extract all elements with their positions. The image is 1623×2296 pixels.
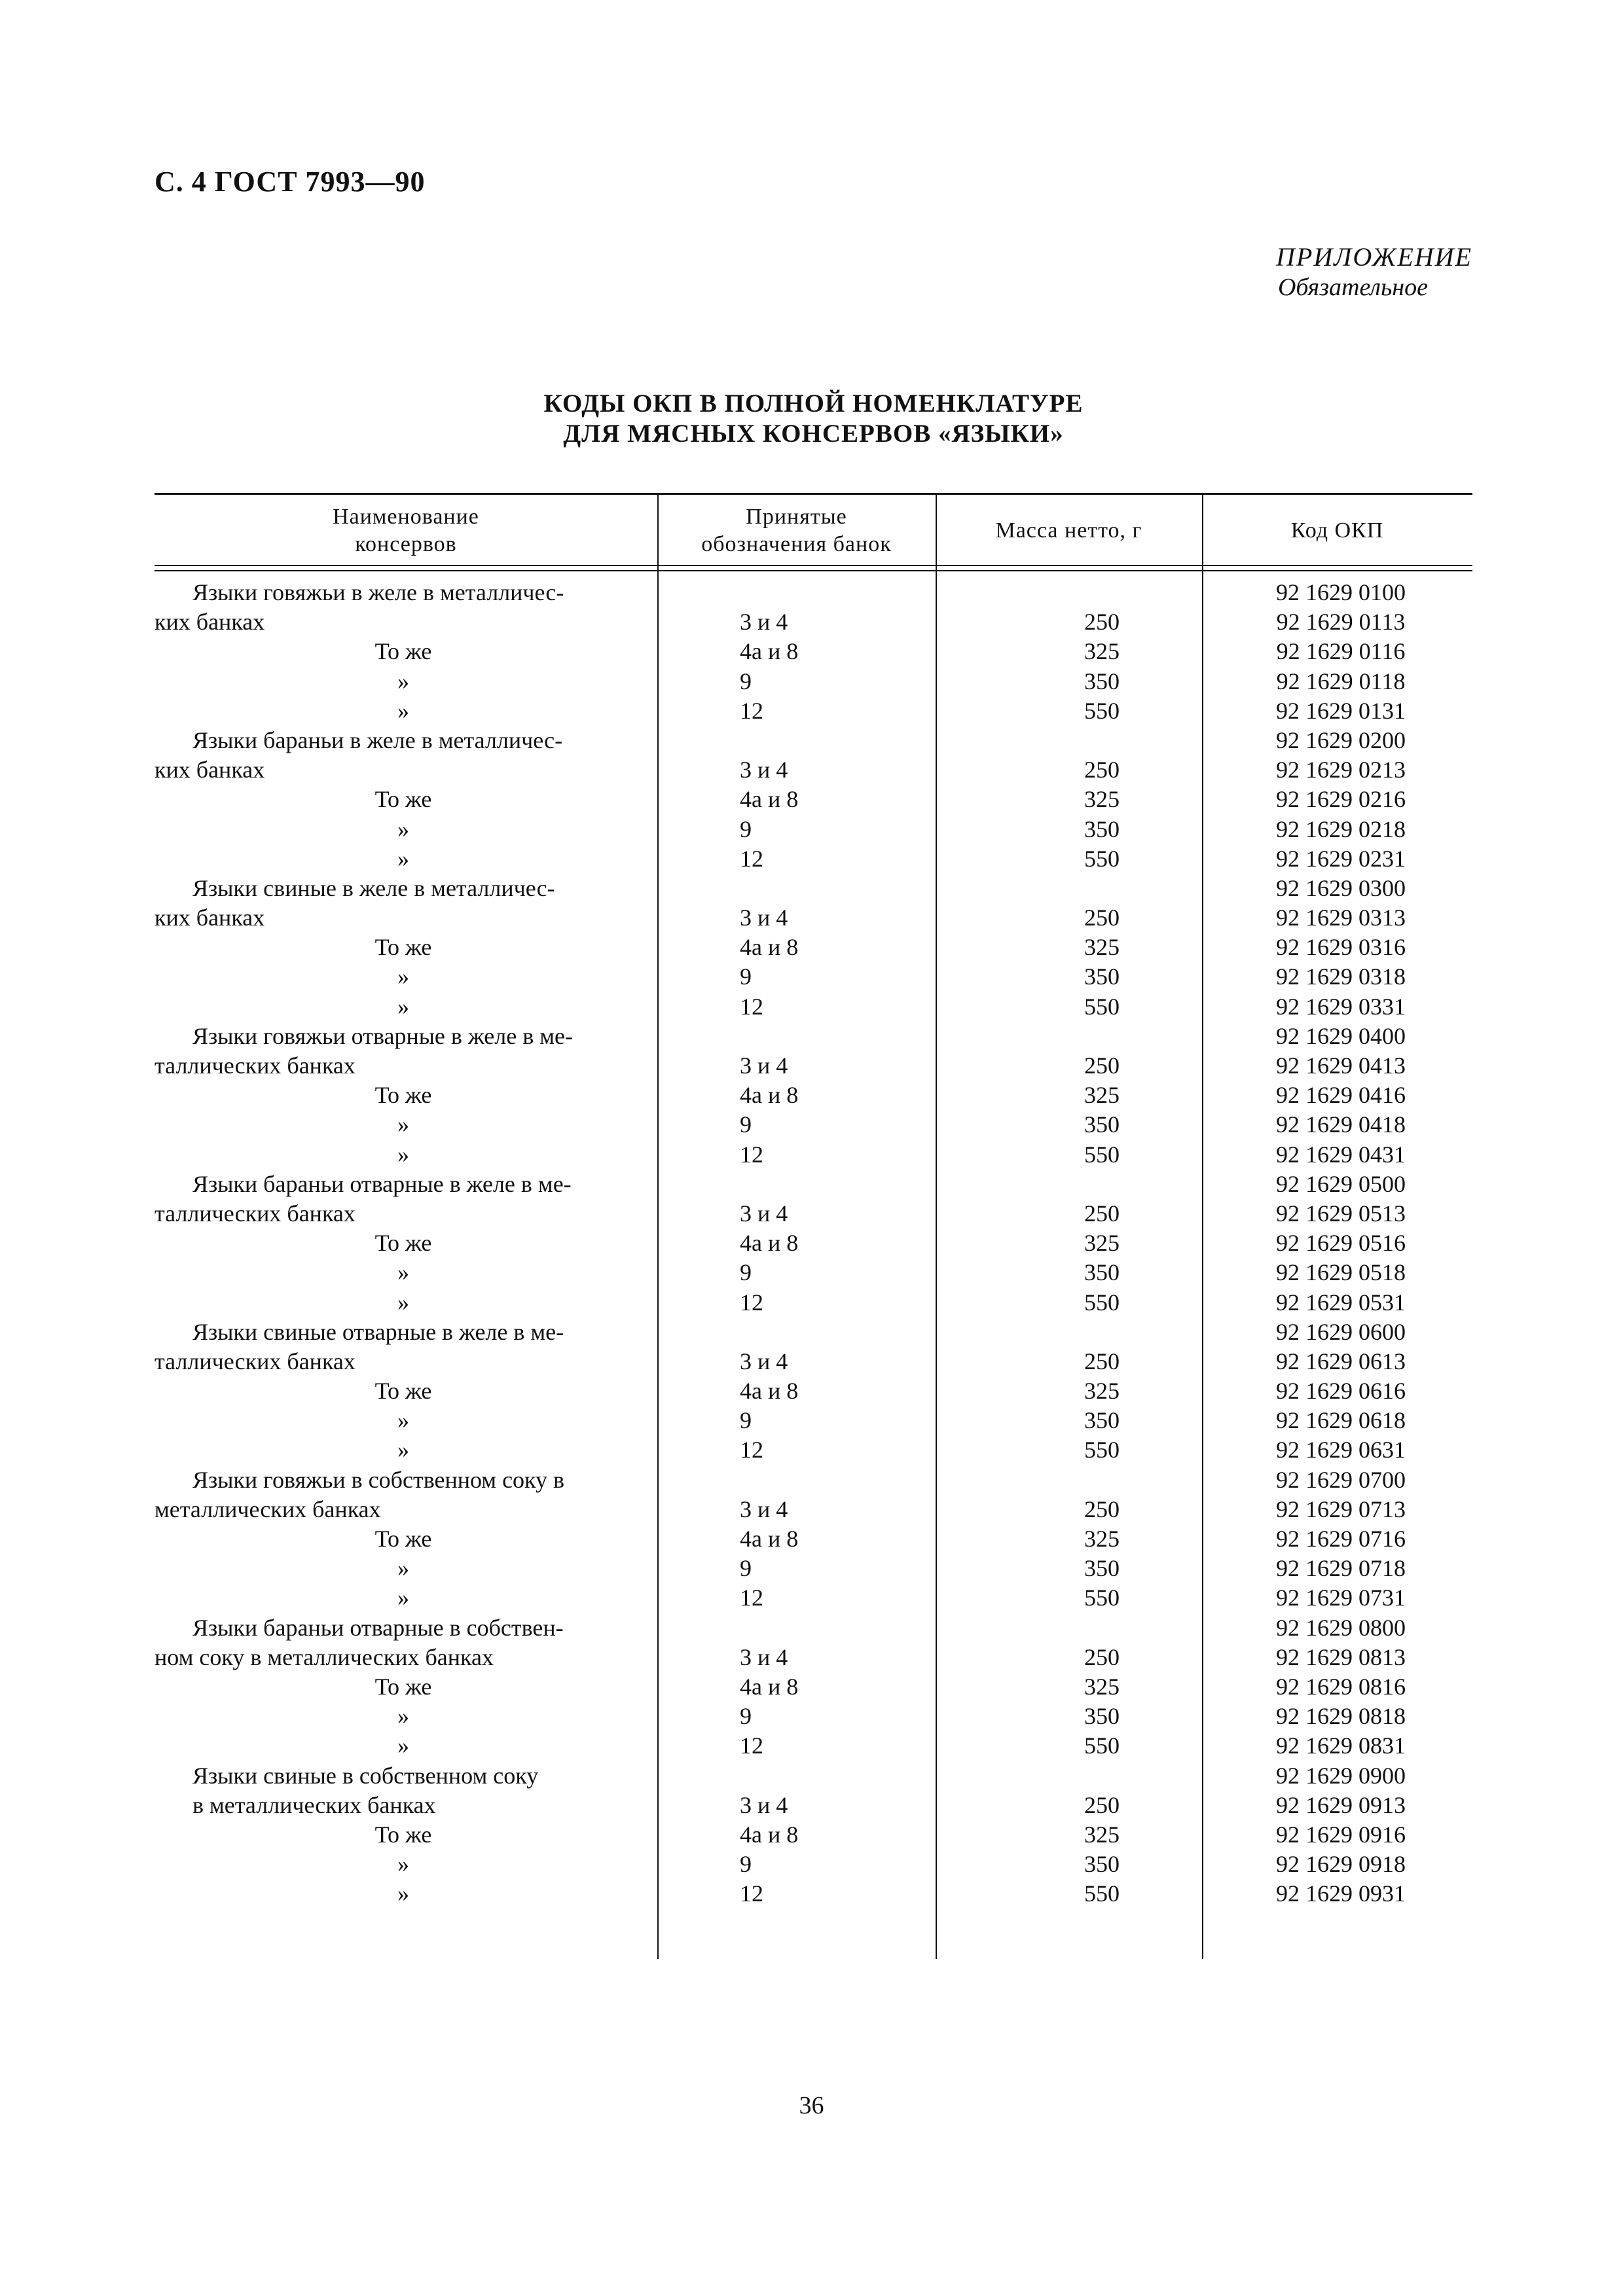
okp-code-cell: 92 1629 0313 bbox=[1276, 905, 1406, 931]
okp-code-cell: 92 1629 0200 bbox=[1276, 726, 1406, 753]
okp-code-cell: 92 1629 0813 bbox=[1276, 1643, 1406, 1670]
header-rule-double bbox=[155, 570, 1472, 571]
product-name-cell: Языки говяжьи отварные в желе в ме- bbox=[192, 1022, 573, 1049]
page-header: С. 4 ГОСТ 7993—90 bbox=[155, 166, 426, 198]
okp-code-cell: 92 1629 0331 bbox=[1276, 993, 1406, 1020]
jar-designation-cell: 3 и 4 bbox=[740, 1791, 788, 1818]
jar-designation-cell: 4а и 8 bbox=[740, 786, 799, 813]
jar-designation-cell: 12 bbox=[740, 1880, 763, 1907]
net-mass-cell: 250 bbox=[1084, 1348, 1120, 1374]
net-mass-cell: 325 bbox=[1084, 786, 1120, 813]
net-mass-cell: 550 bbox=[1084, 1289, 1120, 1316]
header-rule bbox=[155, 565, 1472, 566]
okp-code-cell: 92 1629 0416 bbox=[1276, 1082, 1406, 1109]
product-name-cell: То же bbox=[374, 934, 432, 961]
net-mass-cell: 325 bbox=[1084, 1526, 1120, 1552]
okp-code-cell: 92 1629 0300 bbox=[1276, 874, 1406, 901]
product-name-cell: » bbox=[397, 1111, 409, 1138]
table-row bbox=[155, 1495, 1472, 1524]
product-name-cell: То же bbox=[374, 1230, 432, 1257]
table-row bbox=[155, 1524, 1472, 1554]
net-mass-cell: 550 bbox=[1084, 1437, 1120, 1463]
net-mass-cell: 325 bbox=[1084, 638, 1120, 665]
net-mass-cell: 350 bbox=[1084, 963, 1120, 990]
product-name-cell: » bbox=[397, 1437, 409, 1463]
product-name-cell: То же bbox=[374, 1821, 432, 1848]
okp-code-cell: 92 1629 0831 bbox=[1276, 1732, 1406, 1759]
jar-designation-cell: 12 bbox=[740, 1732, 763, 1759]
product-name-cell: То же bbox=[374, 1673, 432, 1700]
table-row bbox=[155, 1170, 1472, 1199]
okp-code-cell: 92 1629 0600 bbox=[1276, 1318, 1406, 1345]
jar-designation-cell: 3 и 4 bbox=[740, 1348, 788, 1374]
jar-designation-cell: 3 и 4 bbox=[740, 1200, 788, 1227]
table-row bbox=[155, 1347, 1472, 1376]
okp-code-cell: 92 1629 0718 bbox=[1276, 1555, 1406, 1582]
table-row bbox=[155, 1613, 1472, 1643]
okp-code-cell: 92 1629 0118 bbox=[1276, 668, 1406, 694]
table-row bbox=[155, 1702, 1472, 1731]
table-row bbox=[155, 607, 1472, 637]
table-row bbox=[155, 667, 1472, 696]
table-top-rule bbox=[155, 493, 1472, 495]
product-name-cell: » bbox=[397, 1289, 409, 1316]
table-row bbox=[155, 1435, 1472, 1465]
net-mass-cell: 550 bbox=[1084, 1141, 1120, 1168]
okp-code-cell: 92 1629 0500 bbox=[1276, 1170, 1406, 1197]
okp-code-cell: 92 1629 0100 bbox=[1276, 579, 1406, 605]
table-row bbox=[155, 1051, 1472, 1081]
okp-code-cell: 92 1629 0900 bbox=[1276, 1762, 1406, 1789]
product-name-cell: » bbox=[397, 963, 409, 990]
page-number: 36 bbox=[799, 2092, 824, 2119]
table-row bbox=[155, 1731, 1472, 1761]
header-name-line-1: Наименование bbox=[333, 505, 479, 529]
jar-designation-cell: 9 bbox=[740, 1555, 752, 1582]
product-name-cell: Языки свиные отварные в желе в ме- bbox=[192, 1318, 564, 1345]
okp-code-cell: 92 1629 0918 bbox=[1276, 1851, 1406, 1878]
table-row bbox=[155, 844, 1472, 874]
product-name-cell: То же bbox=[374, 786, 432, 813]
table-row bbox=[155, 1288, 1472, 1318]
jar-designation-cell: 9 bbox=[740, 1259, 752, 1286]
document-title bbox=[155, 389, 1472, 449]
jar-designation-cell: 12 bbox=[740, 1585, 763, 1611]
table-row bbox=[155, 1258, 1472, 1287]
jar-designation-cell: 3 и 4 bbox=[740, 905, 788, 931]
jar-designation-cell: 3 и 4 bbox=[740, 609, 788, 636]
jar-designation-cell: 9 bbox=[740, 1407, 752, 1434]
document-title-line-1: КОДЫ ОКП В ПОЛНОЙ НОМЕНКЛАТУРЕ bbox=[543, 389, 1084, 418]
okp-code-cell: 92 1629 0418 bbox=[1276, 1111, 1406, 1138]
net-mass-cell: 250 bbox=[1084, 609, 1120, 636]
okp-code-cell: 92 1629 0731 bbox=[1276, 1585, 1406, 1611]
okp-code-cell: 92 1629 0713 bbox=[1276, 1496, 1406, 1522]
product-name-cell: ких банках bbox=[155, 757, 265, 783]
header-jar bbox=[657, 498, 936, 564]
header-name bbox=[155, 498, 657, 564]
table-row bbox=[155, 1318, 1472, 1347]
okp-code-cell: 92 1629 0913 bbox=[1276, 1791, 1406, 1818]
jar-designation-cell: 4а и 8 bbox=[740, 1378, 799, 1405]
table-row bbox=[155, 1879, 1472, 1909]
okp-code-cell: 92 1629 0316 bbox=[1276, 934, 1406, 961]
product-name-cell: » bbox=[397, 697, 409, 724]
product-name-cell: ких банках bbox=[155, 609, 265, 636]
jar-designation-cell: 4а и 8 bbox=[740, 1082, 799, 1109]
okp-code-cell: 92 1629 0916 bbox=[1276, 1821, 1406, 1848]
net-mass-cell: 350 bbox=[1084, 1703, 1120, 1730]
table-row bbox=[155, 1022, 1472, 1051]
net-mass-cell: 325 bbox=[1084, 1082, 1120, 1109]
table-body bbox=[155, 578, 1472, 1909]
product-name-cell: » bbox=[397, 1585, 409, 1611]
net-mass-cell: 550 bbox=[1084, 697, 1120, 724]
table-row bbox=[155, 1791, 1472, 1820]
jar-designation-cell: 4а и 8 bbox=[740, 638, 799, 665]
net-mass-cell: 350 bbox=[1084, 1259, 1120, 1286]
product-name-cell: таллических банках bbox=[155, 1200, 356, 1227]
table-row bbox=[155, 1376, 1472, 1406]
table-row bbox=[155, 1643, 1472, 1672]
table-row bbox=[155, 1406, 1472, 1435]
net-mass-cell: 350 bbox=[1084, 816, 1120, 842]
net-mass-cell: 550 bbox=[1084, 993, 1120, 1020]
product-name-cell: То же bbox=[374, 638, 432, 665]
okp-code-cell: 92 1629 0431 bbox=[1276, 1141, 1406, 1168]
table-row bbox=[155, 1583, 1472, 1613]
jar-designation-cell: 3 и 4 bbox=[740, 1052, 788, 1079]
product-name-cell: таллических банках bbox=[155, 1052, 356, 1079]
jar-designation-cell: 12 bbox=[740, 1141, 763, 1168]
okp-code-cell: 92 1629 0531 bbox=[1276, 1289, 1406, 1316]
table-row bbox=[155, 962, 1472, 992]
jar-designation-cell: 4а и 8 bbox=[740, 1526, 799, 1552]
net-mass-cell: 325 bbox=[1084, 1673, 1120, 1700]
document-title-line-2: ДЛЯ МЯСНЫХ КОНСЕРВОВ «ЯЗЫКИ» bbox=[563, 420, 1064, 448]
header-jar-line-2: обозначения банок bbox=[701, 532, 892, 556]
jar-designation-cell: 4а и 8 bbox=[740, 1821, 799, 1848]
product-name-cell: Языки бараньи отварные в собствен- bbox=[192, 1614, 564, 1641]
jar-designation-cell: 9 bbox=[740, 1111, 752, 1138]
product-name-cell: » bbox=[397, 845, 409, 872]
product-name-cell: таллических банках bbox=[155, 1348, 356, 1374]
table-row bbox=[155, 1761, 1472, 1791]
okp-code-cell: 92 1629 0113 bbox=[1276, 609, 1406, 636]
jar-designation-cell: 9 bbox=[740, 1703, 752, 1730]
net-mass-cell: 350 bbox=[1084, 1851, 1120, 1878]
product-name-cell: Языки говяжьи в собственном соку в bbox=[192, 1466, 565, 1493]
table-row bbox=[155, 1465, 1472, 1495]
table-row bbox=[155, 992, 1472, 1022]
net-mass-cell: 325 bbox=[1084, 1821, 1120, 1848]
okp-code-cell: 92 1629 0231 bbox=[1276, 845, 1406, 872]
product-name-cell: » bbox=[397, 1259, 409, 1286]
okp-code-cell: 92 1629 0613 bbox=[1276, 1348, 1406, 1374]
net-mass-cell: 250 bbox=[1084, 905, 1120, 931]
okp-code-cell: 92 1629 0213 bbox=[1276, 757, 1406, 783]
table-row bbox=[155, 1081, 1472, 1110]
table-row bbox=[155, 1229, 1472, 1258]
product-name-cell: » bbox=[397, 993, 409, 1020]
okp-code-cell: 92 1629 0318 bbox=[1276, 963, 1406, 990]
jar-designation-cell: 12 bbox=[740, 697, 763, 724]
jar-designation-cell: 12 bbox=[740, 1437, 763, 1463]
product-name-cell: металлических банках bbox=[155, 1496, 381, 1522]
product-name-cell: » bbox=[397, 816, 409, 842]
net-mass-cell: 250 bbox=[1084, 1791, 1120, 1818]
product-name-cell: То же bbox=[374, 1378, 432, 1405]
jar-designation-cell: 3 и 4 bbox=[740, 1496, 788, 1522]
okp-code-cell: 92 1629 0816 bbox=[1276, 1673, 1406, 1700]
net-mass-cell: 250 bbox=[1084, 1052, 1120, 1079]
table-row bbox=[155, 933, 1472, 962]
table-row bbox=[155, 1554, 1472, 1583]
product-name-cell: Языки бараньи в желе в металличес- bbox=[192, 726, 563, 753]
net-mass-cell: 550 bbox=[1084, 845, 1120, 872]
table-row bbox=[155, 696, 1472, 726]
product-name-cell: Языки бараньи отварные в желе в ме- bbox=[192, 1170, 572, 1197]
jar-designation-cell: 9 bbox=[740, 963, 752, 990]
product-name-cell: ном соку в металлических банках bbox=[155, 1643, 494, 1670]
okp-code-cell: 92 1629 0631 bbox=[1276, 1437, 1406, 1463]
net-mass-cell: 250 bbox=[1084, 757, 1120, 783]
jar-designation-cell: 12 bbox=[740, 845, 763, 872]
jar-designation-cell: 12 bbox=[740, 1289, 763, 1316]
net-mass-cell: 250 bbox=[1084, 1496, 1120, 1522]
product-name-cell: » bbox=[397, 1880, 409, 1907]
okp-code-cell: 92 1629 0218 bbox=[1276, 816, 1406, 842]
okp-code-cell: 92 1629 0400 bbox=[1276, 1022, 1406, 1049]
okp-code-cell: 92 1629 0131 bbox=[1276, 697, 1406, 724]
appendix-title: ПРИЛОЖЕНИЕ bbox=[1276, 242, 1472, 272]
table-row bbox=[155, 637, 1472, 666]
okp-code-cell: 92 1629 0818 bbox=[1276, 1703, 1406, 1730]
header-mass bbox=[936, 498, 1202, 564]
net-mass-cell: 250 bbox=[1084, 1643, 1120, 1670]
table-row bbox=[155, 755, 1472, 785]
jar-designation-cell: 3 и 4 bbox=[740, 757, 788, 783]
product-name-cell: Языки говяжьи в желе в металличес- bbox=[192, 579, 564, 605]
table-row bbox=[155, 1672, 1472, 1702]
okp-code-cell: 92 1629 0413 bbox=[1276, 1052, 1406, 1079]
jar-designation-cell: 9 bbox=[740, 1851, 752, 1878]
net-mass-cell: 550 bbox=[1084, 1585, 1120, 1611]
product-name-cell: Языки свиные в желе в металличес- bbox=[192, 874, 555, 901]
net-mass-cell: 250 bbox=[1084, 1200, 1120, 1227]
okp-codes-table bbox=[155, 493, 1472, 1959]
okp-code-cell: 92 1629 0513 bbox=[1276, 1200, 1406, 1227]
product-name-cell: » bbox=[397, 1141, 409, 1168]
table-row bbox=[155, 1820, 1472, 1850]
product-name-cell: » bbox=[397, 1555, 409, 1582]
jar-designation-cell: 4а и 8 bbox=[740, 934, 799, 961]
table-row bbox=[155, 578, 1472, 607]
table-row bbox=[155, 1199, 1472, 1229]
okp-code-cell: 92 1629 0616 bbox=[1276, 1378, 1406, 1405]
appendix-label bbox=[1276, 242, 1472, 302]
net-mass-cell: 350 bbox=[1084, 1407, 1120, 1434]
header-mass-label: Масса нетто, г bbox=[995, 518, 1142, 543]
okp-code-cell: 92 1629 0700 bbox=[1276, 1466, 1406, 1493]
product-name-cell: То же bbox=[374, 1526, 432, 1552]
table-row bbox=[155, 874, 1472, 903]
okp-code-cell: 92 1629 0518 bbox=[1276, 1259, 1406, 1286]
product-name-cell: » bbox=[397, 1732, 409, 1759]
net-mass-cell: 550 bbox=[1084, 1732, 1120, 1759]
net-mass-cell: 325 bbox=[1084, 934, 1120, 961]
okp-code-cell: 92 1629 0516 bbox=[1276, 1230, 1406, 1257]
product-name-cell: ких банках bbox=[155, 905, 265, 931]
table-row bbox=[155, 815, 1472, 844]
okp-code-cell: 92 1629 0216 bbox=[1276, 786, 1406, 813]
product-name-cell: » bbox=[397, 1407, 409, 1434]
net-mass-cell: 350 bbox=[1084, 1555, 1120, 1582]
jar-designation-cell: 4а и 8 bbox=[740, 1230, 799, 1257]
appendix-subtitle: Обязательное bbox=[1277, 274, 1428, 301]
table-row bbox=[155, 903, 1472, 933]
header-name-line-2: консервов bbox=[355, 532, 457, 556]
header-code bbox=[1202, 498, 1472, 564]
product-name-cell: » bbox=[397, 1703, 409, 1730]
product-name-cell: в металлических банках bbox=[192, 1791, 436, 1818]
net-mass-cell: 350 bbox=[1084, 668, 1120, 694]
table-row bbox=[155, 1110, 1472, 1139]
net-mass-cell: 325 bbox=[1084, 1378, 1120, 1405]
net-mass-cell: 325 bbox=[1084, 1230, 1120, 1257]
net-mass-cell: 350 bbox=[1084, 1111, 1120, 1138]
okp-code-cell: 92 1629 0618 bbox=[1276, 1407, 1406, 1434]
product-name-cell: » bbox=[397, 1851, 409, 1878]
product-name-cell: Языки свиные в собственном соку bbox=[192, 1762, 539, 1789]
table-row bbox=[155, 785, 1472, 814]
jar-designation-cell: 4а и 8 bbox=[740, 1673, 799, 1700]
table-row bbox=[155, 1850, 1472, 1879]
table-row bbox=[155, 726, 1472, 755]
jar-designation-cell: 12 bbox=[740, 993, 763, 1020]
okp-code-cell: 92 1629 0931 bbox=[1276, 1880, 1406, 1907]
okp-code-cell: 92 1629 0116 bbox=[1276, 638, 1406, 665]
okp-code-cell: 92 1629 0800 bbox=[1276, 1614, 1406, 1641]
jar-designation-cell: 9 bbox=[740, 816, 752, 842]
table-row bbox=[155, 1140, 1472, 1170]
jar-designation-cell: 9 bbox=[740, 668, 752, 694]
net-mass-cell: 550 bbox=[1084, 1880, 1120, 1907]
header-jar-line-1: Принятые bbox=[746, 505, 847, 529]
product-name-cell: То же bbox=[374, 1082, 432, 1109]
product-name-cell: » bbox=[397, 668, 409, 694]
header-code-label: Код ОКП bbox=[1290, 518, 1384, 543]
jar-designation-cell: 3 и 4 bbox=[740, 1643, 788, 1670]
okp-code-cell: 92 1629 0716 bbox=[1276, 1526, 1406, 1552]
